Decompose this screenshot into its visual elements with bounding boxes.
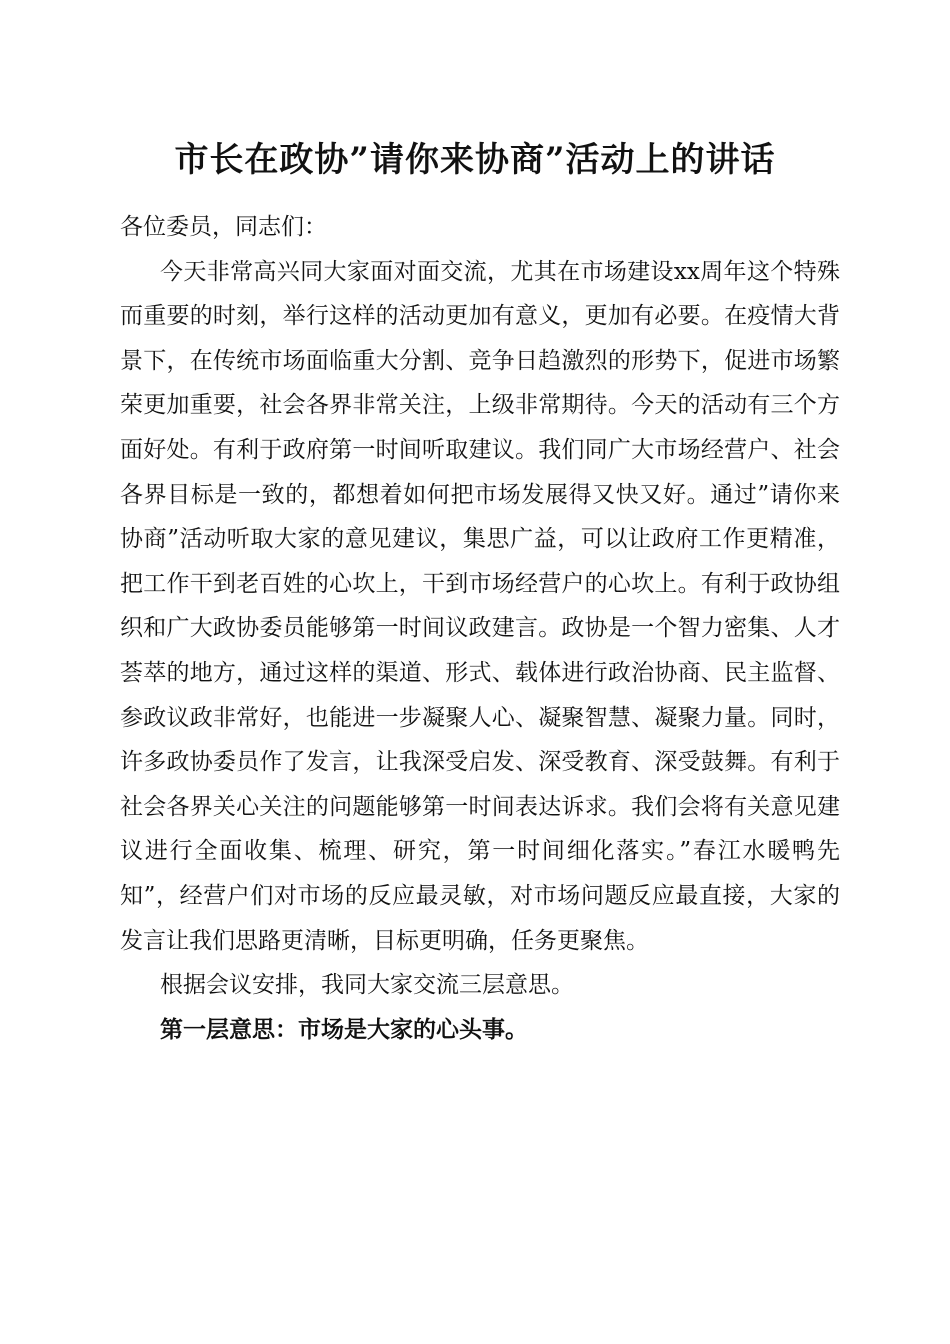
document-body [120, 205, 840, 1052]
document-title: 市长在政协”请你来协商”活动上的讲话 [174, 140, 776, 180]
paragraph-opening: 今天非常高兴同大家面对面交流，尤其在市场建设xx周年这个特殊而重要的时刻，举行这样的活动更加有意义，更加有必要。在疫情大背景下，在传统市场面临重大分割、竞争日趋激烈的形势下，促进市场繁荣更加重要，社会各界非常关注，上级非常期待。今天的活动有三个方面好处。有利于政府第一时间听取建议。我们同广大市场经营户、社会各界目标是一致的，都想着如何把市场发展得又快又好。通过”请你来协商”活动听取大家的意见建议，集思广益，可以让政府工作更精准，把工作干到老百姓的心坎上，干到市场经营户的心坎上。有利于政协组织和广大政协委员能够第一时间议政建言。政协是一个智力密集、人才荟萃的地方，通过这样的渠道、形式、载体进行政治协商、民主监督、参政议政非常好，也能进一步凝聚人心、凝聚智慧、凝聚力量。同时，许多政协委员作了发言，让我深受启发、深受教育、深受鼓舞。有利于社会各界关心关注的问题能够第一时间表达诉求。我们会将有关意见建议进行全面收集、梳理、研究，第一时间细化落实。”春江水暖鸭先知”，经营户们对市场的反应最灵敏，对市场问题反应最直接，大家的发言让我们思路更清晰，目标更明确，任务更聚焦。 [120, 258, 840, 954]
section-heading: 第一层意思：市场是大家的心头事。 [160, 1015, 528, 1043]
salutation: 各位委员，同志们： [120, 214, 327, 240]
paragraph-arrangement: 根据会议安排，我同大家交流三层意思。 [160, 972, 574, 999]
